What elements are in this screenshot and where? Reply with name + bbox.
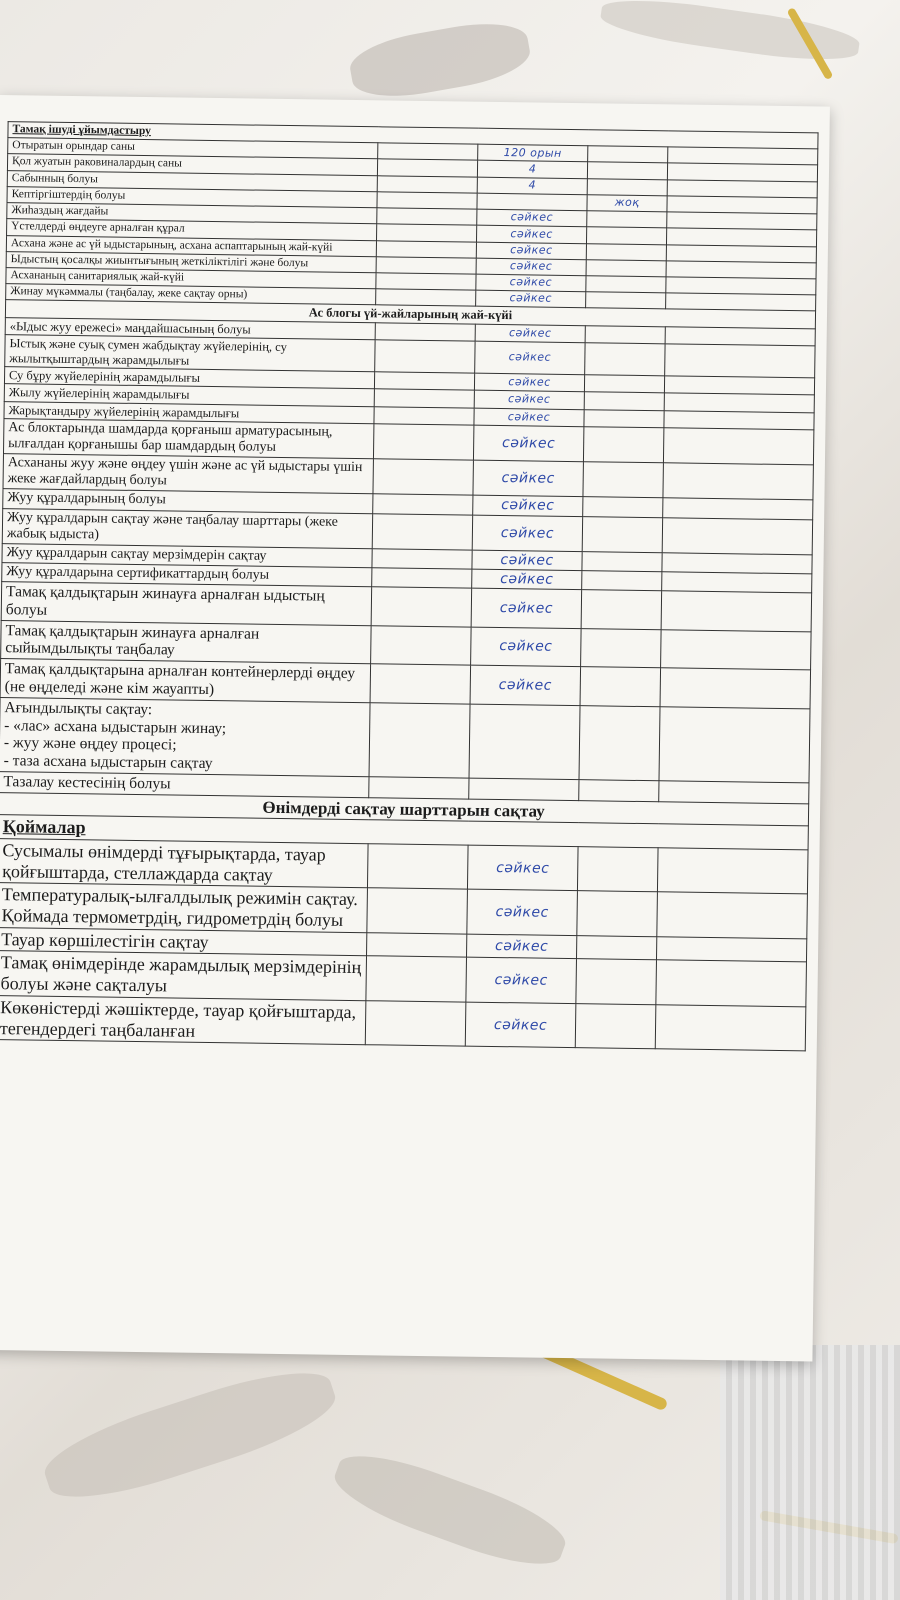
handwritten-mark: сәйкес — [476, 225, 586, 243]
handwritten-mark: сәйкес — [465, 1002, 576, 1048]
empty-cell — [374, 389, 474, 408]
row-label: Сусымалы өнімдерді тұғырықтарда, тауар қойғыштарда, стеллаждарда сақтау — [0, 839, 368, 889]
empty-cell — [664, 410, 814, 429]
handwritten-note — [577, 847, 658, 892]
row-label: Отыратын орындар саны — [8, 138, 378, 159]
empty-cell — [663, 463, 814, 500]
subsection-title: Қоймалар — [0, 815, 808, 850]
handwritten-note — [581, 628, 662, 668]
empty-cell — [366, 956, 467, 1002]
row-label: Үстелдерді өңдеуге арналған құрал — [7, 219, 377, 240]
empty-cell — [371, 625, 472, 665]
section-title: Өнімдерді сақтау шарттарын сақтау — [0, 792, 809, 826]
handwritten-mark: сәйкес — [471, 588, 582, 628]
row-label: Жуу құралдарын сақтау мерзімдерін сақтау — [2, 543, 372, 567]
row-label: Кептіргіштердің болуы — [7, 186, 377, 207]
handwritten-mark — [469, 704, 580, 780]
handwritten-mark: сәйкес — [473, 496, 583, 517]
row-label: Жуу құралдарына сертификаттардың болуы — [2, 562, 372, 586]
handwritten-note — [577, 891, 658, 936]
handwritten-mark — [477, 193, 587, 211]
handwritten-note — [587, 178, 667, 195]
empty-cell — [661, 629, 812, 670]
empty-cell — [372, 568, 472, 588]
empty-cell — [376, 289, 476, 307]
row-label: Ас блоктарында шамдарда қорғаныш арматурасының, ылғалдан қорғанышы бар шамдардың болуы — [3, 419, 373, 459]
empty-cell — [376, 240, 476, 258]
empty-cell — [373, 424, 473, 461]
empty-cell — [657, 892, 808, 938]
handwritten-mark: сәйкес — [467, 845, 578, 891]
empty-cell — [365, 1001, 466, 1047]
handwritten-mark: сәйкес — [472, 550, 582, 571]
handwritten-mark — [469, 778, 579, 800]
handwritten-note — [582, 570, 662, 590]
marble-vein — [37, 1355, 344, 1514]
handwritten-mark: сәйкес — [476, 242, 586, 260]
empty-cell — [663, 428, 814, 465]
row-label: Жарықтандыру жүйелерінің жарамдылығы — [4, 401, 374, 424]
row-label: Тамақ қалдықтарына арналған контейнерлерді өңдеу (не өңделеді және кім жауапты) — [0, 659, 371, 703]
row-label: Асхананы жуу және өңдеу үшін және ас үй ыдыстары үшін жеке жағдайлардың болуы — [3, 454, 373, 494]
handwritten-note — [588, 146, 668, 163]
section-title: Ас блогы үй-жайларының жай-күйі — [5, 300, 815, 329]
empty-cell — [377, 159, 477, 177]
handwritten-mark: сәйкес — [471, 627, 582, 667]
empty-cell — [370, 664, 471, 704]
handwritten-mark: сәйкес — [470, 665, 581, 705]
empty-cell — [662, 517, 813, 554]
row-label: Тамақ қалдықтарын жинауға арналған ыдыстың болуы — [1, 581, 372, 625]
empty-cell — [367, 888, 468, 934]
handwritten-note — [582, 551, 662, 571]
empty-cell — [377, 224, 477, 242]
row-label: Жуу құралдарының болуы — [3, 489, 373, 513]
handwritten-note — [582, 516, 662, 552]
empty-cell — [661, 591, 812, 632]
empty-cell — [665, 327, 815, 346]
empty-cell — [372, 513, 472, 550]
empty-cell — [378, 143, 478, 161]
handwritten-note — [579, 705, 660, 780]
empty-cell — [369, 702, 470, 778]
empty-cell — [659, 781, 809, 804]
handwritten-mark: сәйкес — [466, 958, 577, 1004]
handwritten-mark: сәйкес — [475, 341, 585, 374]
handwritten-mark: сәйкес — [475, 324, 585, 343]
handwritten-mark: 4 — [477, 161, 587, 179]
empty-cell — [377, 192, 477, 210]
handwritten-note — [584, 409, 664, 427]
handwritten-mark: сәйкес — [467, 890, 578, 936]
empty-cell — [375, 323, 475, 342]
handwritten-mark: сәйкес — [476, 290, 586, 308]
empty-cell — [655, 1005, 806, 1051]
handwritten-note — [583, 462, 663, 498]
handwritten-mark: 4 — [477, 177, 587, 195]
empty-cell — [367, 933, 467, 958]
handwritten-note — [580, 667, 661, 707]
handwritten-mark: сәйкес — [477, 209, 587, 227]
inspection-table — [0, 121, 819, 1051]
empty-cell — [662, 572, 812, 593]
handwritten-note — [583, 497, 663, 517]
row-label: Асхананың санитариялық жай-күйі — [6, 268, 376, 289]
handwritten-note — [587, 162, 667, 179]
empty-cell — [665, 344, 815, 378]
handwritten-note — [585, 343, 665, 376]
handwritten-note — [576, 935, 656, 960]
row-label: Асхана және ас үй ыдыстарының, асхана аспаптарының жай-күйі — [6, 235, 376, 256]
row-label: Көкөністерді жәшіктерде, тауар қойғыштарда, тегендердегі таңбаланған — [0, 995, 366, 1045]
section-title: Тамақ ішуді ұйымдастыру — [8, 122, 818, 150]
empty-cell — [375, 340, 475, 373]
row-label: Су бұру жүйелерінің жарамдылығы — [4, 366, 374, 389]
empty-cell — [373, 459, 473, 496]
empty-cell — [372, 548, 472, 568]
empty-cell — [377, 175, 477, 193]
handwritten-mark: сәйкес — [467, 934, 577, 959]
handwritten-note — [584, 375, 664, 393]
row-label: Сабынның болуы — [7, 170, 377, 191]
empty-cell — [373, 494, 473, 514]
handwritten-mark: сәйкес — [473, 460, 583, 497]
handwritten-note — [579, 780, 659, 802]
row-label: Жылу жүйелерінің жарамдылығы — [4, 384, 374, 407]
handwritten-mark: сәйкес — [474, 390, 584, 409]
row-label: «Ыдыс жуу ережесі» маңдайшасының болуы — [5, 317, 375, 340]
row-label: Тазалау кестесінің болуы — [0, 772, 369, 798]
row-label: Ыдыстың қосалқы жиынтығының жеткіліктілігі және болуы — [6, 251, 376, 272]
row-label: Жинау мүкәммалы (таңбалау, жеке сақтау орны) — [6, 284, 376, 305]
handwritten-note — [586, 227, 666, 244]
handwritten-note — [575, 1003, 656, 1048]
handwritten-note — [586, 243, 666, 260]
row-label: Тамақ өнімдерінде жарамдылық мерзімдерінің болуы және сақталуы — [0, 951, 367, 1001]
handwritten-note — [586, 292, 666, 309]
empty-cell — [659, 707, 810, 783]
handwritten-mark: сәйкес — [474, 408, 584, 427]
empty-cell — [377, 208, 477, 226]
empty-cell — [369, 777, 469, 799]
handwritten-mark: сәйкес — [472, 515, 582, 552]
foil-wrapper — [720, 1345, 900, 1600]
paper-sheet — [0, 95, 830, 1361]
row-label: Температуралық-ылғалдылық режимін сақтау. Қоймада термометрдің, гидрометрдің болуы — [0, 883, 367, 933]
empty-cell — [656, 960, 807, 1006]
empty-cell — [371, 587, 472, 627]
handwritten-note — [576, 959, 657, 1004]
table-row — [0, 697, 810, 783]
handwritten-mark: сәйкес — [472, 569, 582, 590]
row-label: Қол жуатын раковиналардың саны — [7, 154, 377, 175]
empty-cell — [662, 552, 812, 573]
row-label: Тауар көршілестігін сақтау — [0, 927, 367, 956]
row-label: Ыстық және суық сумен жабдықтау жүйелерінің, су жылытқыштардың жарамдылығы — [5, 335, 375, 372]
handwritten-mark: 120 орын — [478, 144, 588, 162]
empty-cell — [376, 257, 476, 275]
empty-cell — [663, 498, 813, 519]
handwritten-note — [586, 259, 666, 276]
handwritten-note — [585, 325, 665, 343]
empty-cell — [374, 372, 474, 391]
row-label: Тамақ қалдықтарын жинауға арналған сыйымдылықты таңбалау — [1, 620, 372, 664]
empty-cell — [656, 937, 806, 963]
empty-cell — [376, 273, 476, 291]
empty-cell — [660, 668, 811, 709]
handwritten-mark: сәйкес — [474, 373, 584, 392]
empty-cell — [374, 406, 474, 425]
marble-vein — [346, 15, 534, 105]
empty-cell — [664, 376, 814, 395]
row-label: Ағындылықты сақтау: - «лас» асхана ыдыстарын жинау; - жуу және өңдеу процесі; - таза асхана ыдыстарын сақтау — [0, 697, 370, 776]
handwritten-note — [583, 427, 663, 463]
handwritten-mark: сәйкес — [476, 258, 586, 276]
handwritten-note: жоқ — [587, 195, 667, 212]
handwritten-note — [586, 276, 666, 293]
handwritten-note — [587, 211, 667, 228]
handwritten-mark: сәйкес — [476, 274, 586, 292]
handwritten-mark: сәйкес — [473, 425, 583, 462]
row-label: Жиһаздың жағдайы — [7, 203, 377, 224]
handwritten-note — [584, 392, 664, 410]
marble-vein — [327, 1441, 573, 1579]
handwritten-note — [581, 590, 662, 630]
empty-cell — [664, 393, 814, 412]
row-label: Жуу құралдарын сақтау және таңбалау шарттары (жеке жабық ыдыста) — [2, 508, 372, 548]
empty-cell — [657, 848, 808, 894]
empty-cell — [367, 844, 468, 890]
